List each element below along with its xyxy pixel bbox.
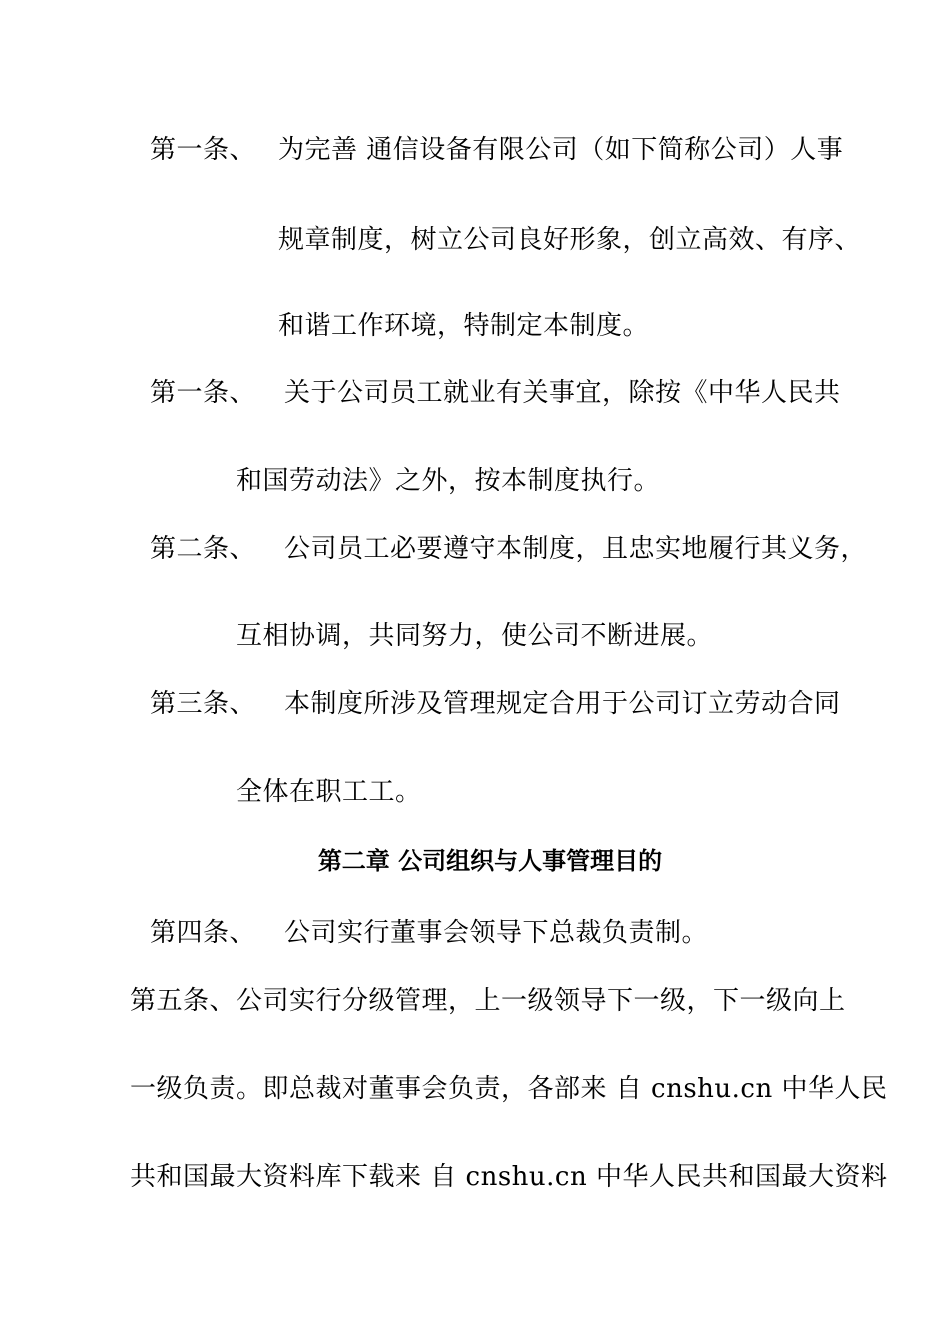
article-3-line-2: 互相协调，共同努力，使公司不断进展。 [236, 621, 714, 651]
article-5-text: 公司实行董事会领导下总裁负责制。 [284, 918, 709, 948]
article-4-line-2: 全体在职工工。 [236, 777, 422, 807]
article-4-label: 第三条、 [150, 689, 257, 719]
article-2-label: 第一条、 [150, 378, 257, 408]
article-2-line-1: 关于公司员工就业有关事宜，除按《中华人民共 [284, 378, 841, 408]
article-6-line-3: 共和国最大资料库下载来 自 cnshu.cn 中华人民共和国最大资料 [130, 1162, 888, 1192]
article-6-line-1: 第五条、公司实行分级管理，上一级领导下一级，下一级向上 [130, 986, 846, 1016]
article-5-label: 第四条、 [150, 918, 257, 948]
article-6-line-2: 一级负责。即总裁对董事会负责，各部来 自 cnshu.cn 中华人民 [130, 1074, 888, 1104]
chapter-heading: 第二章 公司组织与人事管理目的 [317, 847, 663, 875]
article-1-line-2: 规章制度，树立公司良好形象，创立高效、有序、 [278, 225, 862, 255]
article-1-label: 第一条、 [150, 135, 257, 165]
article-3-line-1: 公司员工必要遵守本制度，且忠实地履行其义务， [284, 534, 868, 564]
article-1-line-3: 和谐工作环境，特制定本制度。 [278, 311, 650, 341]
article-2-line-2: 和国劳动法》之外，按本制度执行。 [236, 466, 661, 496]
article-3-label: 第二条、 [150, 534, 257, 564]
article-4-line-1: 本制度所涉及管理规定合用于公司订立劳动合同 [284, 689, 841, 719]
article-1-line-1: 为完善 通信设备有限公司（如下简称公司）人事 [278, 135, 844, 165]
